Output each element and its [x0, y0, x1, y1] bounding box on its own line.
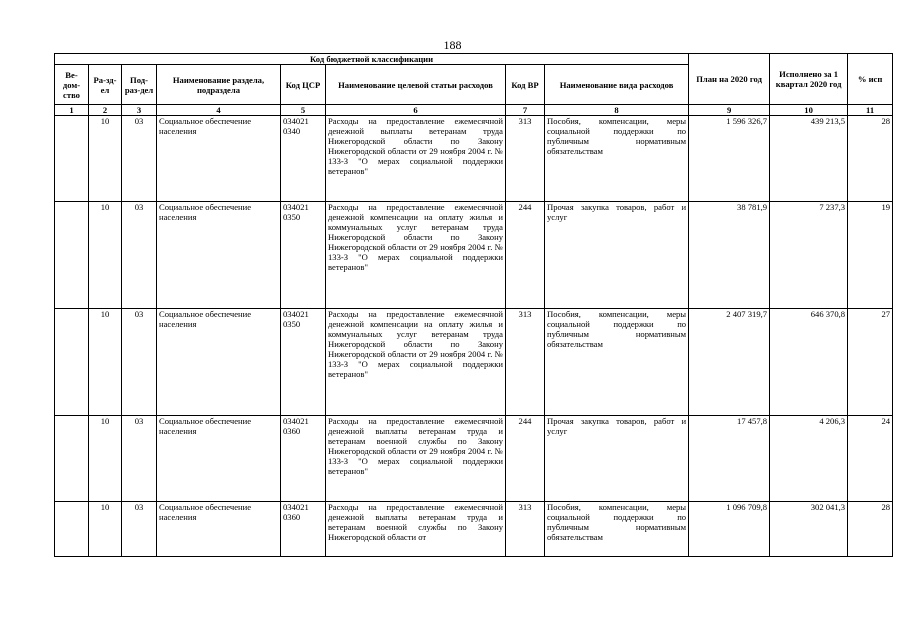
- header-section-name: Наименование раздела, подраздела: [157, 65, 281, 105]
- cell-executed: 646 370,8: [770, 309, 848, 416]
- cell-percent: 24: [848, 416, 893, 502]
- cell-target-name: Расходы на предоставление ежемесячной денежной выплаты ветеранам труда Нижегородской области по Закону Нижегородской области от 29 ноября 2004 г. № 133-З "О мерах социальной поддержки ветеранов": [326, 116, 506, 202]
- cell-podrazdel: 03: [122, 416, 157, 502]
- cell-vr-code: 313: [506, 309, 545, 416]
- column-number: 11: [848, 105, 893, 116]
- table-row: [55, 309, 893, 416]
- cell-vr-name: Пособия, компенсации, меры социальной поддержки по публичным нормативным обязательствам: [545, 116, 689, 202]
- cell-podrazdel: 03: [122, 309, 157, 416]
- table-row: [55, 502, 893, 557]
- cell-executed: 439 213,5: [770, 116, 848, 202]
- cell-csr-code: 034021 0340: [281, 116, 326, 202]
- cell-csr-code: 034021 0360: [281, 416, 326, 502]
- column-number: 7: [506, 105, 545, 116]
- cell-vr-name: Прочая закупка товаров, работ и услуг: [545, 202, 689, 309]
- cell-executed: 302 041,3: [770, 502, 848, 557]
- column-number: 3: [122, 105, 157, 116]
- cell-executed: 4 206,3: [770, 416, 848, 502]
- column-number: 10: [770, 105, 848, 116]
- cell-razdel: 10: [89, 309, 122, 416]
- cell-csr-code: 034021 0360: [281, 502, 326, 557]
- header-row-numbers: [55, 105, 893, 116]
- cell-csr-code: 034021 0350: [281, 309, 326, 416]
- cell-percent: 19: [848, 202, 893, 309]
- cell-plan: 17 457,8: [689, 416, 770, 502]
- cell-razdel: 10: [89, 116, 122, 202]
- cell-vr-code: 313: [506, 502, 545, 557]
- cell-podrazdel: 03: [122, 116, 157, 202]
- cell-section-name: Социальное обеспечение населения: [157, 416, 281, 502]
- cell-vr-code: 244: [506, 416, 545, 502]
- cell-vedomstvo: [55, 416, 89, 502]
- cell-vedomstvo: [55, 116, 89, 202]
- table-row: [55, 116, 893, 202]
- cell-podrazdel: 03: [122, 202, 157, 309]
- header-target-name: Наименование целевой статьи расходов: [326, 65, 506, 105]
- header-vr-name: Наименование вида расходов: [545, 65, 689, 105]
- cell-vedomstvo: [55, 309, 89, 416]
- cell-razdel: 10: [89, 502, 122, 557]
- cell-percent: 28: [848, 502, 893, 557]
- cell-section-name: Социальное обеспечение населения: [157, 309, 281, 416]
- column-number: 4: [157, 105, 281, 116]
- cell-razdel: 10: [89, 202, 122, 309]
- header-vr-code: Код ВР: [506, 65, 545, 105]
- budget-table: [54, 53, 893, 557]
- header-budget-classification: Код бюджетной классификации: [55, 54, 689, 65]
- cell-vedomstvo: [55, 502, 89, 557]
- cell-csr-code: 034021 0350: [281, 202, 326, 309]
- page-number: 188: [443, 38, 462, 52]
- column-number: 1: [55, 105, 89, 116]
- header-percent: % исп: [848, 54, 893, 105]
- header-executed: Исполнено за 1 квартал 2020 год: [770, 54, 848, 105]
- header-csr-code: Код ЦСР: [281, 65, 326, 105]
- column-number: 5: [281, 105, 326, 116]
- header-row-group: [55, 54, 893, 65]
- cell-percent: 27: [848, 309, 893, 416]
- header-plan: План на 2020 год: [689, 54, 770, 105]
- cell-vr-name: Пособия, компенсации, меры социальной поддержки по публичным нормативным обязательствам: [545, 502, 689, 557]
- cell-section-name: Социальное обеспечение населения: [157, 502, 281, 557]
- cell-percent: 28: [848, 116, 893, 202]
- cell-razdel: 10: [89, 416, 122, 502]
- cell-vr-name: Прочая закупка товаров, работ и услуг: [545, 416, 689, 502]
- cell-target-name: Расходы на предоставление ежемесячной денежной выплаты ветеранам труда и ветеранам военной службы по Закону Нижегородской области от 29 ноября 2004 г. № 133-З "О мерах социальной поддержки ветеранов": [326, 416, 506, 502]
- header-podrazdel: Под-раз-дел: [122, 65, 157, 105]
- cell-plan: 1 096 709,8: [689, 502, 770, 557]
- cell-target-name: Расходы на предоставление ежемесячной денежной выплаты ветеранам труда и ветеранам военной службы по Закону Нижегородской области от: [326, 502, 506, 557]
- header-vedomstvo: Ве-дом-ство: [55, 65, 89, 105]
- cell-target-name: Расходы на предоставление ежемесячной денежной компенсации на оплату жилья и коммунальных услуг ветеранам труда Нижегородской области по Закону Нижегородской области от 29 ноября 2004 г. № 133-З "О мерах социальной поддержки ветеранов": [326, 309, 506, 416]
- cell-vr-code: 313: [506, 116, 545, 202]
- cell-vr-name: Пособия, компенсации, меры социальной поддержки по публичным нормативным обязательствам: [545, 309, 689, 416]
- cell-vr-code: 244: [506, 202, 545, 309]
- cell-plan: 2 407 319,7: [689, 309, 770, 416]
- cell-target-name: Расходы на предоставление ежемесячной денежной компенсации на оплату жилья и коммунальных услуг ветеранам труда Нижегородской области по Закону Нижегородской области от 29 ноября 2004 г. № 133-З "О мерах социальной поддержки ветеранов": [326, 202, 506, 309]
- column-number: 9: [689, 105, 770, 116]
- cell-section-name: Социальное обеспечение населения: [157, 116, 281, 202]
- column-number: 6: [326, 105, 506, 116]
- table-row: [55, 416, 893, 502]
- cell-plan: 1 596 326,7: [689, 116, 770, 202]
- cell-vedomstvo: [55, 202, 89, 309]
- column-number: 2: [89, 105, 122, 116]
- cell-executed: 7 237,3: [770, 202, 848, 309]
- cell-section-name: Социальное обеспечение населения: [157, 202, 281, 309]
- column-number: 8: [545, 105, 689, 116]
- table-row: [55, 202, 893, 309]
- cell-plan: 38 781,9: [689, 202, 770, 309]
- header-razdel: Ра-зд-ел: [89, 65, 122, 105]
- cell-podrazdel: 03: [122, 502, 157, 557]
